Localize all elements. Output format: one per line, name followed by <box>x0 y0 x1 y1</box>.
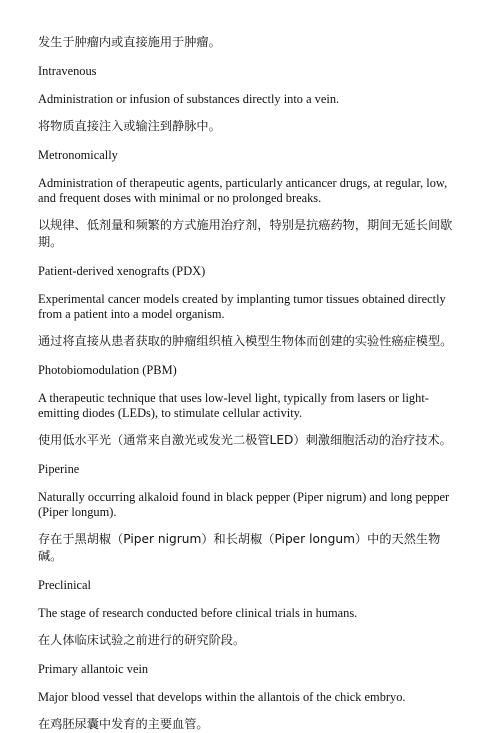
glossary-term: Preclinical <box>38 578 91 592</box>
glossary-entry-primary-allantoic-vein <box>38 662 462 733</box>
glossary-term: Primary allantoic vein <box>38 662 149 676</box>
chinese-definition: 在人体临床试验之前进行的研究阶段。 <box>38 633 246 647</box>
english-definition: Administration of therapeutic agents, particularly anticancer drugs, at regular, low, and frequent doses with minimal or no prolonged breaks. <box>38 176 448 205</box>
chinese-definition: 在鸡胚尿囊中发育的主要血管。 <box>38 717 209 731</box>
english-definition: A therapeutic technique that uses low-level light, typically from lasers or light-emitting diodes (LEDs), to stimulate cellular activity. <box>38 391 429 420</box>
glossary-entry-piperine <box>38 462 462 565</box>
english-definition: Experimental cancer models created by implanting tumor tissues obtained directly from a patient into a model organism. <box>38 292 446 321</box>
chinese-definition: 将物质直接注入或输注到静脉中。 <box>38 119 221 133</box>
chinese-definition: 通过将直接从患者获取的肿瘤组织植入模型生物体而创建的实验性癌症模型。 <box>38 334 453 348</box>
glossary-entry-preclinical <box>38 578 462 649</box>
glossary-entry-pbm <box>38 363 462 449</box>
chinese-definition: 存在于黑胡椒（Piper nigrum）和长胡椒（Piper longum）中的天然生物碱。 <box>38 532 441 563</box>
chinese-definition: 使用低水平光（通常来自激光或发光二极管LED）刺激细胞活动的治疗技术。 <box>38 433 452 447</box>
glossary-entry-intravenous <box>38 64 462 135</box>
english-definition: Naturally occurring alkaloid found in black pepper (Piper nigrum) and long pepper (Piper longum). <box>38 490 450 519</box>
glossary-entry-pdx <box>38 264 462 350</box>
glossary-term: Patient-derived xenografts (PDX) <box>38 264 206 278</box>
glossary-term: Photobiomodulation (PBM) <box>38 363 177 377</box>
glossary-term: Piperine <box>38 462 80 476</box>
english-definition: Administration or infusion of substances directly into a vein. <box>38 92 340 106</box>
english-definition: Major blood vessel that develops within the allantois of the chick embryo. <box>38 690 406 704</box>
english-definition: The stage of research conducted before clinical trials in humans. <box>38 606 358 620</box>
glossary-entry-metronomically <box>38 148 462 251</box>
glossary-term: Intravenous <box>38 64 97 78</box>
chinese-definition: 以规律、低剂量和频繁的方式施用治疗剂，特别是抗癌药物，期间无延长间歇期。 <box>38 218 453 249</box>
glossary-term: Metronomically <box>38 148 118 162</box>
previous-entry-chinese-definition: 发生于肿瘤内或直接施用于肿瘤。 <box>38 35 221 49</box>
